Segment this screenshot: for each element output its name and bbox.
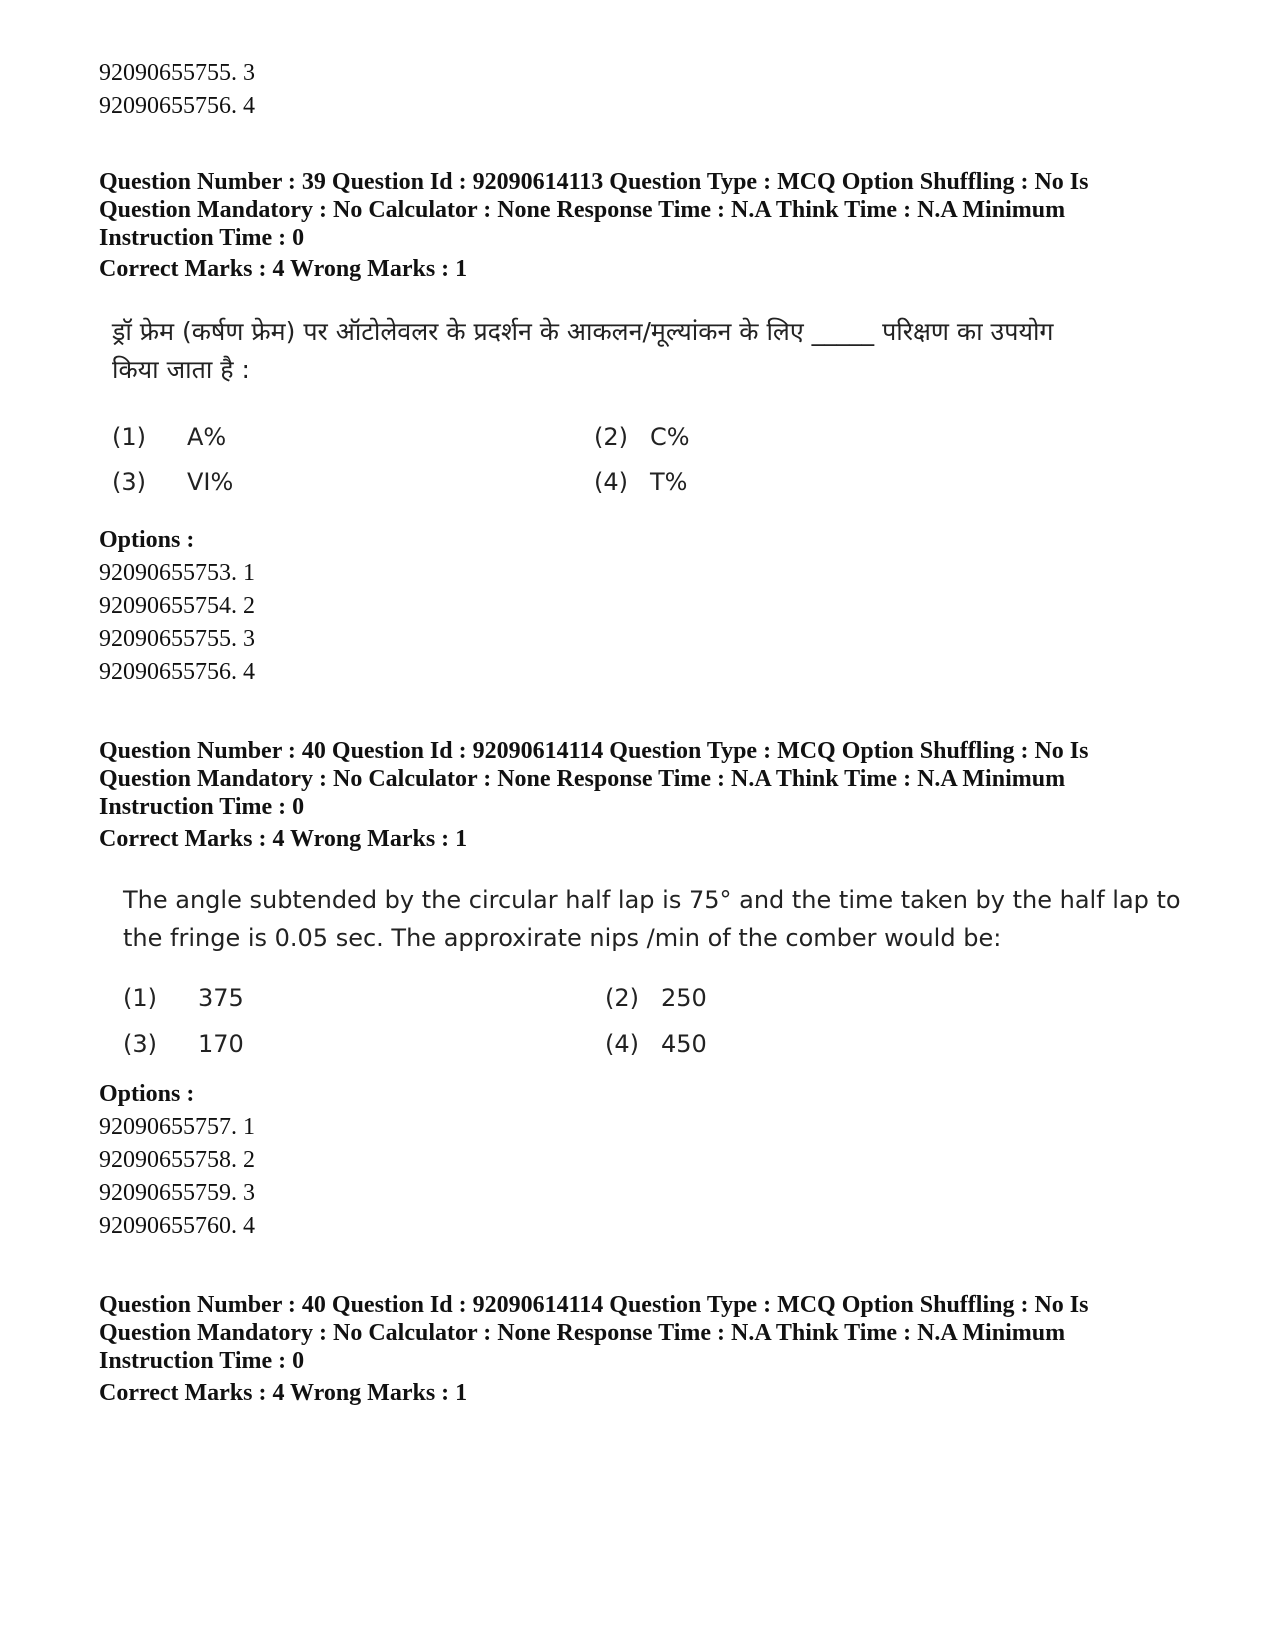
question-39-choice-3 bbox=[112, 468, 233, 496]
option-item: 92090655757. 1 bbox=[99, 1114, 255, 1140]
question-text-line: ड्रॉ फ्रेम (कर्षण फ्रेम) पर ऑटोलेवलर के प्रदर्शन के आकलन/मूल्यांकन के लिए _____ परिक्षण का उपयोग bbox=[112, 317, 1054, 346]
question-39-options bbox=[99, 524, 1199, 689]
choice-number: (4) bbox=[605, 1030, 639, 1058]
choice-text: T% bbox=[650, 468, 688, 496]
question-header-line: Instruction Time : 0 bbox=[99, 225, 305, 251]
question-header-line: Question Mandatory : No Calculator : None Response Time : N.A Think Time : N.A Minimum bbox=[99, 1320, 1066, 1346]
choice-number: (1) bbox=[112, 423, 146, 451]
choice-text: 450 bbox=[661, 1030, 707, 1058]
question-40-choice-1 bbox=[123, 984, 244, 1012]
option-item: 92090655760. 4 bbox=[99, 1213, 255, 1239]
option-item: 92090655756. 4 bbox=[99, 659, 255, 685]
choice-text: VI% bbox=[187, 468, 234, 496]
question-39-text bbox=[112, 313, 1054, 389]
choice-number: (2) bbox=[605, 984, 639, 1012]
options-label: Options : bbox=[99, 527, 195, 553]
choice-number: (2) bbox=[594, 423, 628, 451]
question-header-line: Instruction Time : 0 bbox=[99, 794, 305, 820]
marks-text: Correct Marks : 4 Wrong Marks : 1 bbox=[99, 256, 468, 282]
question-39-choice-4 bbox=[594, 468, 687, 496]
option-item: 92090655756. 4 bbox=[99, 93, 255, 119]
options-label: Options : bbox=[99, 1081, 195, 1107]
choice-text: 170 bbox=[198, 1030, 244, 1058]
question-40-repeat-marks bbox=[99, 1377, 1199, 1410]
option-item: 92090655753. 1 bbox=[99, 560, 255, 586]
question-header-line: Question Number : 40 Question Id : 92090614114 Question Type : MCQ Option Shuffling : No Is bbox=[99, 1292, 1089, 1318]
question-39-marks bbox=[99, 253, 1199, 286]
choice-number: (3) bbox=[112, 468, 146, 496]
question-text-line: the fringe is 0.05 sec. The approxirate nips /min of the comber would be: bbox=[123, 924, 1002, 952]
choice-number: (4) bbox=[594, 468, 628, 496]
question-header-line: Question Mandatory : No Calculator : None Response Time : N.A Think Time : N.A Minimum bbox=[99, 766, 1066, 792]
question-40-options bbox=[99, 1078, 1199, 1243]
option-item: 92090655758. 2 bbox=[99, 1147, 255, 1173]
choice-text: 375 bbox=[198, 984, 244, 1012]
choice-text: 250 bbox=[661, 984, 707, 1012]
question-text-line: The angle subtended by the circular half lap is 75° and the time taken by the half lap to bbox=[123, 886, 1181, 914]
question-40-header bbox=[99, 737, 1199, 821]
choice-number: (3) bbox=[123, 1030, 157, 1058]
question-39-choice-2 bbox=[594, 423, 690, 451]
choice-text: A% bbox=[187, 423, 227, 451]
top-options-list bbox=[99, 57, 1199, 123]
option-item: 92090655755. 3 bbox=[99, 60, 255, 86]
question-header-line: Instruction Time : 0 bbox=[99, 1348, 305, 1374]
question-40-choice-4 bbox=[605, 1030, 707, 1058]
question-39-header bbox=[99, 168, 1199, 252]
marks-text: Correct Marks : 4 Wrong Marks : 1 bbox=[99, 826, 468, 852]
question-40-choice-2 bbox=[605, 984, 707, 1012]
choice-number: (1) bbox=[123, 984, 157, 1012]
question-39-choice-1 bbox=[112, 423, 226, 451]
question-40-text bbox=[123, 881, 1181, 957]
question-header-line: Question Number : 40 Question Id : 92090614114 Question Type : MCQ Option Shuffling : No Is bbox=[99, 738, 1089, 764]
question-header-line: Question Number : 39 Question Id : 92090614113 Question Type : MCQ Option Shuffling : No Is bbox=[99, 169, 1089, 195]
question-40-repeat-header bbox=[99, 1291, 1199, 1375]
option-item: 92090655755. 3 bbox=[99, 626, 255, 652]
choice-text: C% bbox=[650, 423, 690, 451]
question-text-line: किया जाता है : bbox=[112, 355, 250, 384]
question-40-marks bbox=[99, 823, 1199, 856]
question-40-choice-3 bbox=[123, 1030, 244, 1058]
marks-text: Correct Marks : 4 Wrong Marks : 1 bbox=[99, 1380, 468, 1406]
option-item: 92090655754. 2 bbox=[99, 593, 255, 619]
option-item: 92090655759. 3 bbox=[99, 1180, 255, 1206]
question-header-line: Question Mandatory : No Calculator : None Response Time : N.A Think Time : N.A Minimum bbox=[99, 197, 1066, 223]
